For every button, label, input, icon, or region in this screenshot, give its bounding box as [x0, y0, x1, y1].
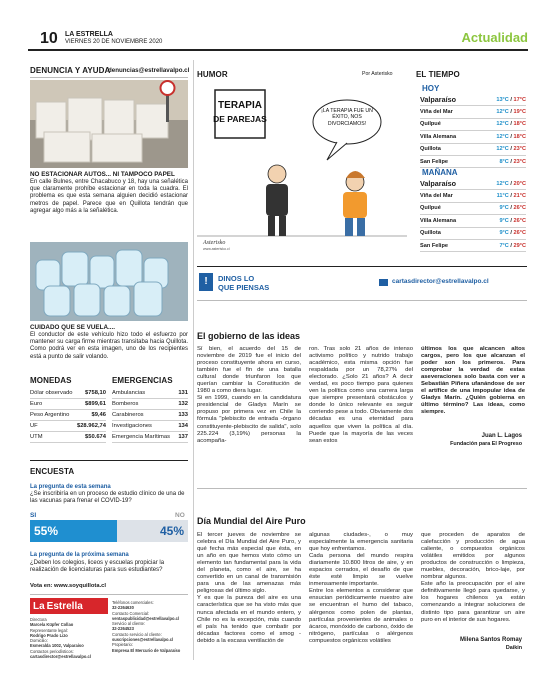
humor-title: HUMOR	[197, 70, 228, 79]
weather-temps: 12°C / 18°C	[496, 121, 526, 128]
encuesta-title: ENCUESTA	[30, 467, 75, 476]
article1-title: El gobierno de las ideas	[197, 331, 301, 341]
weather-city: Villa Alemana	[420, 217, 457, 224]
denuncia-email[interactable]: denuncias@estrellavalpo.cl	[108, 67, 190, 74]
article1-author: Juan L. Lagos	[481, 433, 522, 439]
emergencias-row: Ambulancias 131	[112, 388, 188, 399]
monedas-table	[30, 388, 106, 443]
weather-city: Villa Alemana	[420, 133, 457, 140]
denuncia-item1-title: NO ESTACIONAR AUTOS... NI TAMPOCO PAPEL	[30, 171, 175, 178]
woman-figure	[343, 171, 367, 236]
divider	[30, 77, 188, 78]
paper-name: LA ESTRELLA	[65, 31, 113, 38]
encuesta-question: ¿Se inscribiría en un proceso de estudio clínico de una de las vacunas para frenar el COVID-19?	[30, 491, 185, 505]
article2-org: Daikin	[505, 645, 522, 651]
weather-manana-list	[420, 178, 526, 252]
weather-temps: 12°C / 18°C	[496, 133, 526, 140]
section-title: Actualidad	[461, 30, 528, 45]
weather-city: Viña del Mar	[420, 109, 453, 116]
weather-city: Valparaíso	[420, 95, 456, 105]
truck-load-photo	[30, 242, 188, 321]
weather-temps: 13°C / 17°C	[496, 96, 526, 103]
estrella-logo: La Estrella	[30, 598, 108, 614]
denuncia-item1-body: En calle Bulnes, entre Chacabuco y 18, hay una señalética que claramente prohíbe estacionar en toda la cuadra. El problema es que esta semana alguien decidió estacionar metros de papel. Parece que en Quillota tendrán que agregar algo más a la señalética.	[30, 179, 188, 214]
encuesta-question-label: La pregunta de esta semana	[30, 484, 111, 490]
emergencias-row: Carabineros 133	[112, 410, 188, 421]
colophon-right: Teléfonos comerciales: 32-2264630 Contacto Comercial: ventaspublicidad@estrellavalpo.cl Servicio al cliente: 32-2264523 Contacto servicio al cliente: suscripciones@estrellavalpo.cl Propietario: Empresa El Mercurio de Valparaíso	[112, 600, 181, 653]
divider	[30, 460, 188, 461]
weather-title: EL TIEMPO	[416, 70, 460, 79]
humor-byline: Por Asterisko	[362, 71, 393, 77]
article2-col1: El tercer jueves de noviembre se celebra el Día Mundial del Aire Puro, y qué fecha más especial que ésta, en un año en que hemos visto cómo un elemento tan fundamental para la vida del planeta, como el aire, se ha convertido en un canal de transmisión para una de las amenazas más peligrosas del último siglo. Y es que la pureza del aire es una característica que se ha visto más que nunca afectada en el mundo entero, y Chile no es la excepción, más cuando el país ha tenido que combatir por décadas factores como el smog -debido a la escasa ventilación de	[197, 532, 301, 644]
header-rule	[28, 49, 528, 51]
poll-no-label: NO	[175, 512, 185, 519]
next-question-label: La pregunta de la próxima semana	[30, 552, 129, 558]
colophon-left: Directora Marcela Küpfer Collao Representante legal: Rodrigo Prado Lizo Domicilio: Esmeralda 1002, Valparaíso Contactos periodísticos: cartasdirector@estrellavalpo.cl	[30, 617, 91, 660]
mail-icon	[379, 279, 388, 286]
emergencias-table	[112, 388, 188, 443]
weather-temps: 11°C / 21°C	[496, 193, 526, 200]
weather-row	[420, 94, 526, 106]
weather-row	[420, 178, 526, 190]
dinos-icon: !	[199, 273, 213, 291]
page-number: 10	[40, 30, 58, 47]
weather-panel	[414, 62, 526, 258]
article1-col2: ron. Tras solo 21 años de intenso activismo político y nutrido trabajo académico, esta misma opción fue respaldada por un 78,27% del electorado. ¿Solo 21 años? A decir verdad, es poco tiempo para quienes ven la política como una carrera larga que siempre presentará obstáculos y donde lo único relevante es seguir corriendo pese a todo. Obviamente dos décadas es una eternidad para aquellos que viven la política al día. Puede que la mayoría de las veces sean estos	[309, 346, 413, 444]
cartoon-signature: Asterisko	[203, 240, 226, 246]
monedas-row: UF $28.962,74	[30, 421, 106, 432]
denuncia-item2-title: CUIDADO QUE SE VUELA....	[30, 324, 116, 331]
poll-si-value: 55%	[34, 524, 59, 538]
weather-row	[420, 119, 526, 131]
next-question: ¿Deben los colegios, liceos y escuelas propiciar la realización de licenciaturas para sus estudiantes?	[30, 560, 165, 574]
poll-no-value: 45%	[159, 524, 184, 538]
article1-org: Fundación para El Progreso	[450, 441, 522, 447]
weather-manana-label: MAÑANA	[422, 168, 458, 177]
weather-row	[420, 228, 526, 240]
emergencias-row: Investigaciones 134	[112, 421, 188, 432]
weather-city: San Felipe	[420, 242, 448, 249]
monedas-row: Dólar observado $758,10	[30, 388, 106, 399]
divider	[197, 266, 527, 267]
cartoon-site: www.asterisko.cl	[203, 247, 230, 251]
weather-hoy-list	[420, 94, 526, 168]
vote-link[interactable]: Vota en: www.soyquillota.cl	[30, 583, 107, 589]
weather-city: Quillota	[420, 146, 441, 153]
weather-row	[420, 240, 526, 252]
weather-temps: 12°C / 23°C	[496, 146, 526, 153]
weather-city: Valparaíso	[420, 179, 456, 189]
monedas-row: UTM $50.674	[30, 432, 106, 443]
weather-temps: 9°C / 26°C	[499, 205, 526, 212]
column-divider	[193, 60, 194, 660]
article1-col1: Sí bien, el acuerdo del 15 de noviembre de 2019 fue el inicio del proceso constituyente ahora en curso, también fue el fin de una batalla cultural donde triunfaron los que querían cambiar la Constitución de 1980 a como diera lugar. Si en 1999, cuando en la candidatura presidencial de Gladys Marín se propuso por primera vez en Chile la fórmula "plebiscito de entrada -órgano constituyente-plebiscito de salida", solo 225.224 (3,19%) personas la acompaña-	[197, 346, 301, 444]
weather-row	[420, 131, 526, 143]
monedas-row: Peso Argentino $9,46	[30, 410, 106, 421]
weather-temps: 12°C / 19°C	[496, 109, 526, 116]
monedas-row: Euro $899,61	[30, 399, 106, 410]
weather-row	[420, 215, 526, 227]
weather-hoy-label: HOY	[422, 84, 440, 93]
article2-title: Día Mundial del Aire Puro	[197, 516, 306, 526]
weather-temps: 7°C / 29°C	[499, 242, 526, 249]
poll-si-label: SI	[30, 512, 37, 519]
weather-temps: 9°C / 26°C	[499, 230, 526, 237]
weather-row	[420, 106, 526, 118]
parked-paper-photo	[30, 80, 188, 168]
divider	[197, 300, 527, 301]
emergencias-row: Emergencia Marítimas 137	[112, 432, 188, 443]
emergencias-row: Bomberos 132	[112, 399, 188, 410]
weather-row	[420, 203, 526, 215]
cartoon	[197, 80, 407, 252]
weather-row	[420, 190, 526, 202]
article2-col3: que proceden de aparatos de calefacción y producción de agua caliente, o compuestos orgánicos volátiles emitidos por algunos productos de construcción o limpieza, muebles, decoración, brico-laje, por nombrar algunos. Este año la preocupación por el aire definitivamente llegó para quedarse, y los hogares chilenos ya están comenzando a integrar soluciones de distinto tipo para garantizar un aire puro en el interior de sus hogares.	[421, 532, 525, 623]
man-figure	[266, 165, 288, 236]
article2-col2: algunas ciudades-, o muy especialmente la emergencia sanitaria que hoy enfrentamos. Cada persona del mundo respira diariamente 10.800 litros de aire, y en espacios cerrados, el desafío de que éste esté limpio se vuelve inmensamente importante. Entre los elementos a considerar que ensucian periódicamente nuestro aire se encuentran el humo del tabaco, alérgenos como polen de plantas, partículas provenientes de animales o ácaros, monóxido de carbono, óxido de nitrógeno, partículas o alérgenos compuestos orgánicos volátiles	[309, 532, 413, 644]
divider	[30, 594, 188, 595]
divider	[197, 488, 527, 489]
issue-date: VIERNES 20 DE NOVIEMBRE 2020	[65, 39, 163, 45]
denuncia-item2-body: El conductor de este vehículo hizo todo el esfuerzo por mantener su carga firme mientras transitaba hacia Quillota. Como podrá ver en esta imagen, uno de los recipientes está a punto de salir volando.	[30, 332, 188, 360]
speech-bubble-text: ¡LA TERAPIA FUE UN ÉXITO, NOS DIVORCIAMOS!	[321, 108, 373, 127]
weather-row	[420, 156, 526, 168]
weather-temps: 9°C / 26°C	[499, 217, 526, 224]
dinos-email[interactable]: cartasdirector@estrellavalpo.cl	[392, 278, 489, 285]
weather-city: Viña del Mar	[420, 193, 453, 200]
weather-temps: 12°C / 20°C	[496, 180, 526, 187]
monedas-title: MONEDAS	[30, 376, 72, 385]
sign-line1: TERAPIA	[218, 100, 262, 111]
poll-bar	[30, 520, 188, 542]
dinos-label: DINOS LO QUE PIENSAS	[218, 274, 270, 292]
weather-temps: 8°C / 23°C	[499, 158, 526, 165]
weather-city: San Felipe	[420, 158, 448, 165]
article1-col3: últimos los que alcancen altos cargos, pero los que alcanzan el poder son los primeros. Para comprobar la verdad de estas aseveraciones solo basta con ver a Sebastián Piñera ufanándose de ser el artífice de una impopular idea de Gladys Marín. ¿Quién gobierna en último término? Las ideas, como siempre.	[421, 346, 525, 416]
emergencias-title: EMERGENCIAS	[112, 376, 173, 385]
weather-row	[420, 144, 526, 156]
article2-author: Milena Santos Romay	[459, 637, 522, 643]
denuncia-title: DENUNCIA Y AYUDA	[30, 66, 111, 75]
weather-city: Quilpué	[420, 121, 441, 128]
weather-city: Quillota	[420, 230, 441, 237]
sign-line2: DE PAREJAS	[213, 114, 267, 124]
weather-city: Quilpué	[420, 205, 441, 212]
